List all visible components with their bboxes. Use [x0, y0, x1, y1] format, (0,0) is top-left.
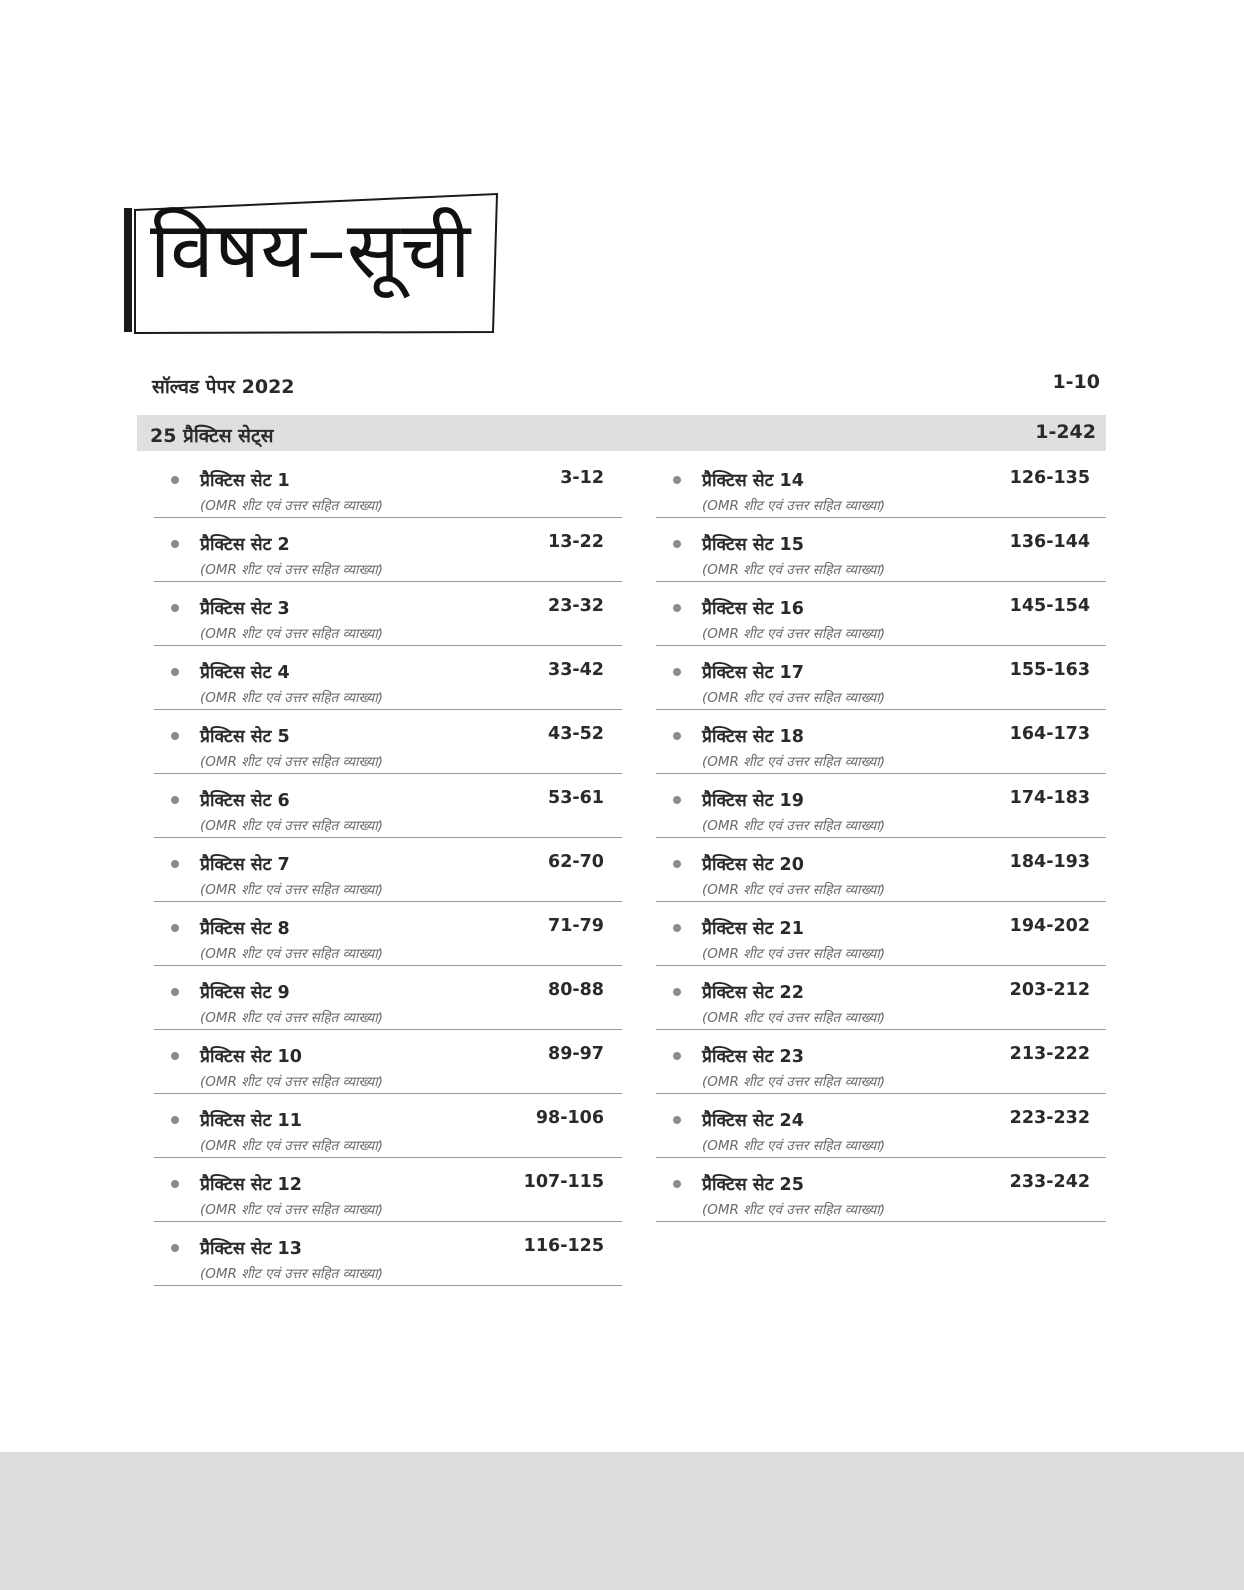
- solved-paper-row[interactable]: [152, 366, 1104, 406]
- toc-entry-pages: 13-22: [548, 532, 604, 552]
- toc-entry-pages: 136-144: [1009, 532, 1090, 552]
- toc-entry-pages: 145-154: [1009, 596, 1090, 616]
- toc-entry-title: प्रैक्टिस सेट 11: [200, 1111, 302, 1131]
- bullet-icon: [673, 1052, 681, 1060]
- toc-entry-subtitle: (OMR शीट एवं उत्तर सहित व्याख्या): [702, 498, 885, 514]
- toc-entry-subtitle: (OMR शीट एवं उत्तर सहित व्याख्या): [200, 1266, 383, 1282]
- toc-entry-subtitle: (OMR शीट एवं उत्तर सहित व्याख्या): [702, 1010, 885, 1026]
- bullet-icon: [171, 540, 179, 548]
- toc-entry-pages: 184-193: [1009, 852, 1090, 872]
- footer-band: [0, 1452, 1244, 1590]
- heading-frame-shape: [0, 0, 1244, 360]
- bullet-icon: [171, 668, 179, 676]
- bullet-icon: [171, 604, 179, 612]
- toc-entry-subtitle: (OMR शीट एवं उत्तर सहित व्याख्या): [702, 562, 885, 578]
- toc-entry-subtitle: (OMR शीट एवं उत्तर सहित व्याख्या): [200, 882, 383, 898]
- toc-entry-subtitle: (OMR शीट एवं उत्तर सहित व्याख्या): [702, 1138, 885, 1154]
- bullet-icon: [673, 988, 681, 996]
- toc-entry-subtitle: (OMR शीट एवं उत्तर सहित व्याख्या): [200, 1010, 383, 1026]
- toc-entry-title: प्रैक्टिस सेट 25: [702, 1175, 804, 1195]
- toc-entry-title: प्रैक्टिस सेट 7: [200, 855, 290, 875]
- toc-entry[interactable]: [154, 582, 622, 646]
- toc-entry-subtitle: (OMR शीट एवं उत्तर सहित व्याख्या): [200, 1074, 383, 1090]
- toc-entry[interactable]: [656, 1030, 1106, 1094]
- toc-entry-pages: 89-97: [548, 1044, 604, 1064]
- toc-entry[interactable]: [656, 582, 1106, 646]
- toc-entry-pages: 116-125: [523, 1236, 604, 1256]
- toc-entry-pages: 203-212: [1009, 980, 1090, 1000]
- toc-entry[interactable]: [656, 902, 1106, 966]
- toc-entry-title: प्रैक्टिस सेट 15: [702, 535, 804, 555]
- toc-entry[interactable]: [154, 1030, 622, 1094]
- toc-entry-title: प्रैक्टिस सेट 13: [200, 1239, 302, 1259]
- solved-paper-pages: 1-10: [1052, 371, 1100, 393]
- toc-entry[interactable]: [154, 1158, 622, 1222]
- toc-entry[interactable]: [154, 518, 622, 582]
- toc-entry-title: प्रैक्टिस सेट 10: [200, 1047, 302, 1067]
- toc-entry-title: प्रैक्टिस सेट 18: [702, 727, 804, 747]
- toc-entry-subtitle: (OMR शीट एवं उत्तर सहित व्याख्या): [702, 882, 885, 898]
- toc-entry-title: प्रैक्टिस सेट 19: [702, 791, 804, 811]
- bullet-icon: [673, 668, 681, 676]
- solved-paper-label: सॉल्वड पेपर 2022: [152, 376, 295, 398]
- toc-entry-subtitle: (OMR शीट एवं उत्तर सहित व्याख्या): [702, 946, 885, 962]
- bullet-icon: [673, 796, 681, 804]
- bullet-icon: [673, 924, 681, 932]
- heading-frame: [0, 0, 1244, 360]
- toc-entry-pages: 223-232: [1009, 1108, 1090, 1128]
- bullet-icon: [171, 1180, 179, 1188]
- toc-entry-subtitle: (OMR शीट एवं उत्तर सहित व्याख्या): [200, 754, 383, 770]
- toc-entry-subtitle: (OMR शीट एवं उत्तर सहित व्याख्या): [200, 562, 383, 578]
- toc-entry-subtitle: (OMR शीट एवं उत्तर सहित व्याख्या): [200, 626, 383, 642]
- page-title: विषय–सूची: [150, 206, 472, 296]
- toc-entry-pages: 80-88: [548, 980, 604, 1000]
- toc-entry-title: प्रैक्टिस सेट 5: [200, 727, 290, 747]
- bullet-icon: [673, 1116, 681, 1124]
- toc-entry-pages: 3-12: [560, 468, 604, 488]
- bullet-icon: [673, 1180, 681, 1188]
- toc-entry[interactable]: [154, 838, 622, 902]
- toc-entry-subtitle: (OMR शीट एवं उत्तर सहित व्याख्या): [200, 1138, 383, 1154]
- bullet-icon: [673, 860, 681, 868]
- toc-entry-title: प्रैक्टिस सेट 4: [200, 663, 290, 683]
- toc-entry[interactable]: [154, 646, 622, 710]
- toc-entry-pages: 33-42: [548, 660, 604, 680]
- toc-entry-pages: 164-173: [1009, 724, 1090, 744]
- bullet-icon: [171, 1244, 179, 1252]
- toc-entry-title: प्रैक्टिस सेट 12: [200, 1175, 302, 1195]
- toc-entry-title: प्रैक्टिस सेट 17: [702, 663, 804, 683]
- toc-entry-subtitle: (OMR शीट एवं उत्तर सहित व्याख्या): [200, 690, 383, 706]
- toc-entry-pages: 53-61: [548, 788, 604, 808]
- bullet-icon: [673, 540, 681, 548]
- toc-entry-title: प्रैक्टिस सेट 6: [200, 791, 290, 811]
- toc-entry-title: प्रैक्टिस सेट 8: [200, 919, 290, 939]
- bullet-icon: [171, 1052, 179, 1060]
- toc-entry-title: प्रैक्टिस सेट 16: [702, 599, 804, 619]
- toc-entry-title: प्रैक्टिस सेट 9: [200, 983, 290, 1003]
- toc-entry-pages: 107-115: [523, 1172, 604, 1192]
- toc-entry-pages: 98-106: [535, 1108, 604, 1128]
- toc-entry-pages: 155-163: [1009, 660, 1090, 680]
- toc-entry[interactable]: [656, 646, 1106, 710]
- toc-entry-subtitle: (OMR शीट एवं उत्तर सहित व्याख्या): [702, 818, 885, 834]
- toc-entry[interactable]: [154, 454, 622, 518]
- toc-entry-subtitle: (OMR शीट एवं उत्तर सहित व्याख्या): [200, 946, 383, 962]
- toc-entry-subtitle: (OMR शीट एवं उत्तर सहित व्याख्या): [200, 1202, 383, 1218]
- toc-entry-title: प्रैक्टिस सेट 23: [702, 1047, 804, 1067]
- toc-entry-title: प्रैक्टिस सेट 22: [702, 983, 804, 1003]
- bullet-icon: [171, 860, 179, 868]
- toc-entry[interactable]: [656, 518, 1106, 582]
- toc-entry-pages: 213-222: [1009, 1044, 1090, 1064]
- toc-entry-pages: 71-79: [548, 916, 604, 936]
- toc-entry-title: प्रैक्टिस सेट 3: [200, 599, 290, 619]
- toc-entry[interactable]: [656, 454, 1106, 518]
- toc-entry[interactable]: [154, 1094, 622, 1158]
- toc-entry-pages: 194-202: [1009, 916, 1090, 936]
- toc-entry[interactable]: [154, 902, 622, 966]
- toc-entry-title: प्रैक्टिस सेट 2: [200, 535, 290, 555]
- bullet-icon: [171, 796, 179, 804]
- toc-entry-title: प्रैक्टिस सेट 14: [702, 471, 804, 491]
- toc-entry-subtitle: (OMR शीट एवं उत्तर सहित व्याख्या): [702, 690, 885, 706]
- toc-entry[interactable]: [154, 1222, 622, 1286]
- bullet-icon: [673, 732, 681, 740]
- bullet-icon: [171, 988, 179, 996]
- toc-entry-title: प्रैक्टिस सेट 21: [702, 919, 804, 939]
- practice-sets-label: 25 प्रैक्टिस सेट्स: [150, 425, 274, 447]
- toc-entry[interactable]: [656, 966, 1106, 1030]
- bullet-icon: [171, 476, 179, 484]
- toc-entry-subtitle: (OMR शीट एवं उत्तर सहित व्याख्या): [200, 818, 383, 834]
- toc-entry[interactable]: [154, 774, 622, 838]
- toc-entry[interactable]: [656, 1094, 1106, 1158]
- bullet-icon: [673, 604, 681, 612]
- practice-sets-pages: 1-242: [1035, 421, 1096, 443]
- toc-entry-title: प्रैक्टिस सेट 20: [702, 855, 804, 875]
- toc-entry-subtitle: (OMR शीट एवं उत्तर सहित व्याख्या): [702, 626, 885, 642]
- toc-entry-title: प्रैक्टिस सेट 1: [200, 471, 290, 491]
- toc-entry-pages: 23-32: [548, 596, 604, 616]
- practice-sets-band[interactable]: [137, 415, 1106, 451]
- toc-entry-subtitle: (OMR शीट एवं उत्तर सहित व्याख्या): [200, 498, 383, 514]
- toc-entry-pages: 126-135: [1009, 468, 1090, 488]
- toc-entry-subtitle: (OMR शीट एवं उत्तर सहित व्याख्या): [702, 754, 885, 770]
- toc-entry-title: प्रैक्टिस सेट 24: [702, 1111, 804, 1131]
- bullet-icon: [673, 476, 681, 484]
- toc-entry[interactable]: [154, 710, 622, 774]
- toc-entry-subtitle: (OMR शीट एवं उत्तर सहित व्याख्या): [702, 1074, 885, 1090]
- toc-entry[interactable]: [656, 1158, 1106, 1222]
- bullet-icon: [171, 924, 179, 932]
- toc-entry-pages: 233-242: [1009, 1172, 1090, 1192]
- toc-entry[interactable]: [154, 966, 622, 1030]
- toc-entry-pages: 43-52: [548, 724, 604, 744]
- toc-entry[interactable]: [656, 774, 1106, 838]
- toc-entry-subtitle: (OMR शीट एवं उत्तर सहित व्याख्या): [702, 1202, 885, 1218]
- toc-entry[interactable]: [656, 710, 1106, 774]
- toc-entry-pages: 62-70: [548, 852, 604, 872]
- bullet-icon: [171, 732, 179, 740]
- toc-entry[interactable]: [656, 838, 1106, 902]
- toc-entry-pages: 174-183: [1009, 788, 1090, 808]
- left-column: [154, 454, 622, 1286]
- bullet-icon: [171, 1116, 179, 1124]
- right-column: [656, 454, 1106, 1222]
